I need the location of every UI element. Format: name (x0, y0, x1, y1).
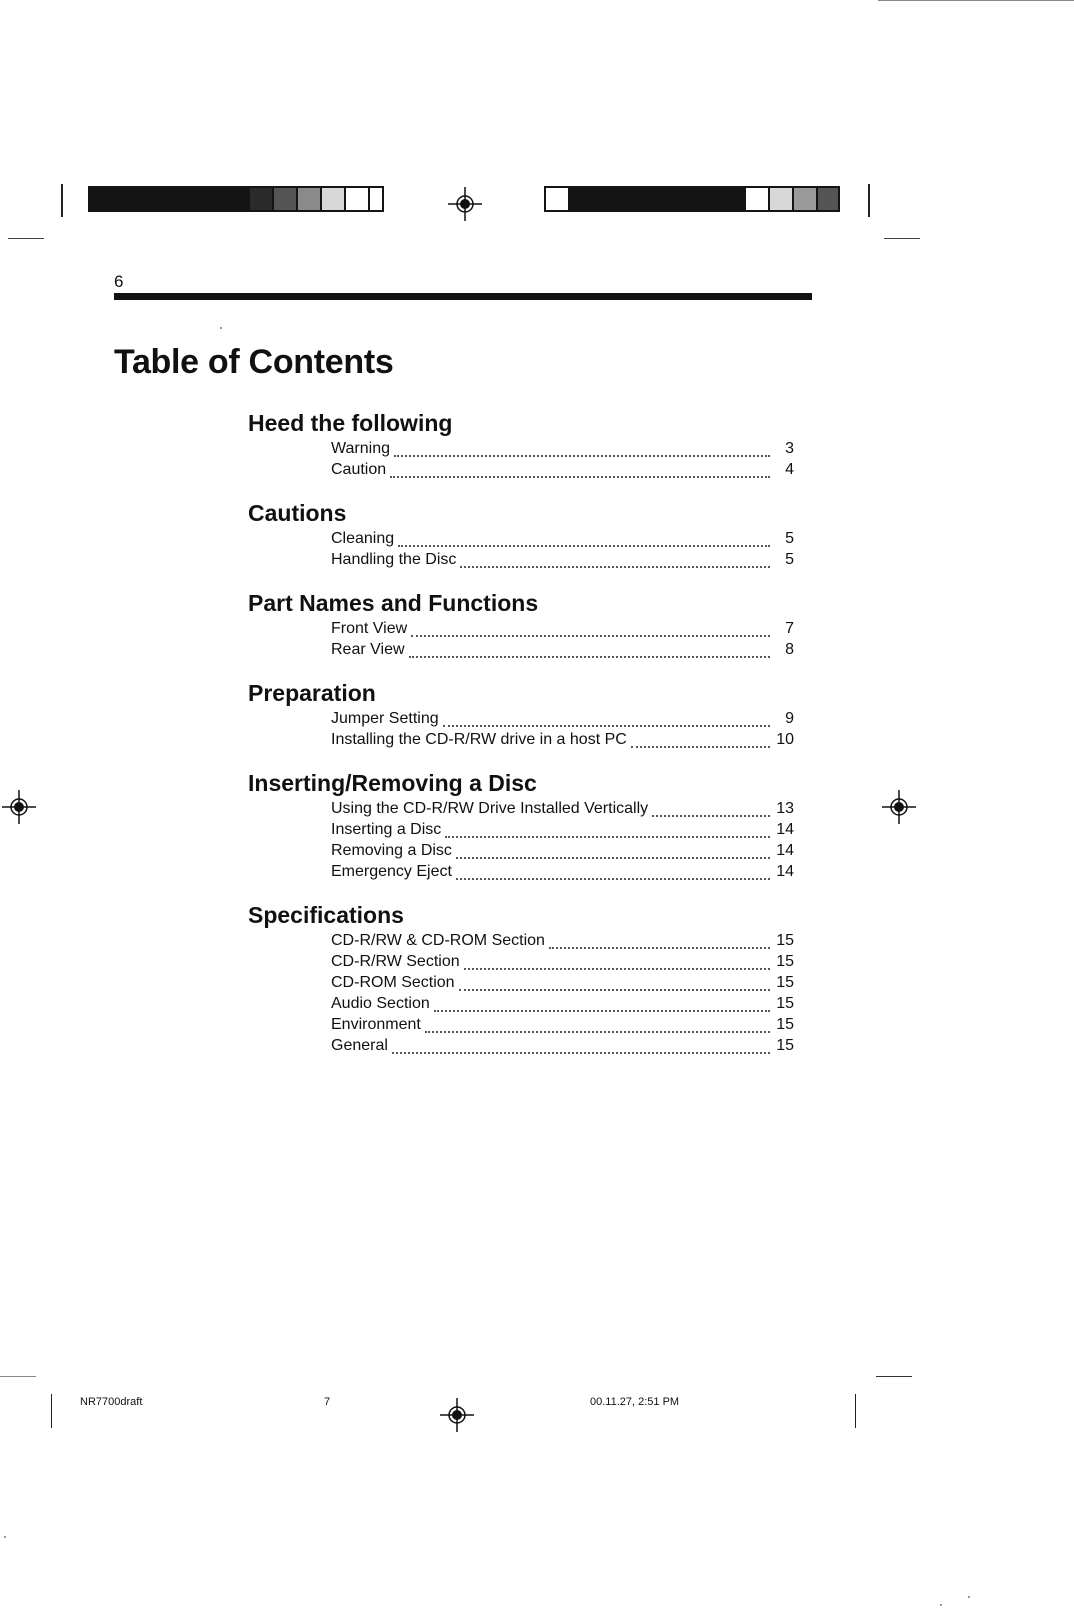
entry-page: 5 (785, 530, 794, 547)
footer-sheet-number: 7 (324, 1396, 331, 1408)
scan-speck (940, 1604, 942, 1606)
entry-label: CD-R/RW Section (331, 953, 460, 970)
entry-label: CD-R/RW & CD-ROM Section (331, 932, 545, 949)
crop-mark-bottom-right (855, 1394, 856, 1428)
dot-leader (443, 719, 770, 727)
entry-page: 14 (776, 821, 794, 838)
toc-entry[interactable] (331, 459, 794, 480)
crop-mark-bottom-right-h (876, 1376, 912, 1377)
toc-section-cautions (248, 500, 794, 570)
scan-speck (4, 1536, 6, 1538)
scan-speck (220, 327, 222, 329)
crop-mark-top-right (868, 184, 870, 217)
dot-leader (456, 872, 770, 880)
toc-entry[interactable] (331, 972, 794, 993)
entry-label: Using the CD-R/RW Drive Installed Vertically (331, 800, 649, 817)
entry-page: 15 (776, 1037, 794, 1054)
section-heading: Specifications (248, 902, 404, 928)
entry-label: Inserting a Disc (331, 821, 442, 838)
dot-leader (434, 1004, 770, 1012)
section-heading: Inserting/Removing a Disc (248, 770, 537, 796)
dot-leader (652, 809, 770, 817)
crosshair-registration-icon (882, 790, 916, 824)
crop-mark-top-left-h (8, 238, 44, 239)
toc-entry[interactable] (331, 639, 794, 660)
dot-leader (549, 941, 770, 949)
entry-page: 15 (776, 953, 794, 970)
entry-page: 15 (776, 932, 794, 949)
section-heading: Preparation (248, 680, 376, 706)
entry-label: Environment (331, 1016, 421, 1033)
toc-section-part-names (248, 590, 794, 660)
page-number: 6 (114, 272, 124, 291)
entry-label: Warning (331, 440, 390, 457)
entry-page: 13 (776, 800, 794, 817)
crop-mark-bottom-left (51, 1394, 52, 1428)
toc-entry[interactable] (331, 729, 794, 750)
dot-leader (459, 983, 770, 991)
crop-mark-top-left (61, 184, 63, 217)
crosshair-registration-icon (2, 790, 36, 824)
entry-label: General (331, 1037, 388, 1054)
entry-label: Emergency Eject (331, 863, 452, 880)
dot-leader (390, 470, 770, 478)
dot-leader (425, 1025, 770, 1033)
toc-section-inserting (248, 770, 794, 882)
entry-page: 5 (785, 551, 794, 568)
footer-timestamp: 00.11.27, 2:51 PM (590, 1396, 680, 1408)
dot-leader (631, 740, 770, 748)
entry-label: Cleaning (331, 530, 395, 547)
registration-bar-right (544, 186, 840, 212)
section-heading: Cautions (248, 500, 347, 526)
toc-entry[interactable] (331, 798, 794, 819)
entry-label: Jumper Setting (331, 710, 439, 727)
entry-label: CD-ROM Section (331, 974, 455, 991)
entry-page: 7 (785, 620, 794, 637)
registration-bar-left (88, 186, 384, 212)
toc-entry[interactable] (331, 528, 794, 549)
entry-label: Audio Section (331, 995, 430, 1012)
toc-section-specifications (248, 902, 794, 1056)
header-rule (114, 293, 812, 300)
toc-entry[interactable] (331, 618, 794, 639)
entry-page: 15 (776, 995, 794, 1012)
dot-leader (409, 650, 770, 658)
entry-label: Rear View (331, 641, 405, 658)
entry-label: Removing a Disc (331, 842, 452, 859)
dot-leader (394, 449, 770, 457)
toc-section-heed (248, 410, 794, 480)
toc-entry[interactable] (331, 840, 794, 861)
entry-page: 4 (785, 461, 794, 478)
crop-mark-bottom-left-h (0, 1376, 36, 1377)
toc-entry[interactable] (331, 708, 794, 729)
dot-leader (445, 830, 770, 838)
entry-page: 9 (785, 710, 794, 727)
crosshair-registration-icon (440, 1398, 474, 1432)
entry-page: 14 (776, 863, 794, 880)
entry-page: 15 (776, 1016, 794, 1033)
entry-page: 10 (776, 731, 794, 748)
toc-section-preparation (248, 680, 794, 750)
crop-mark-top-right-h (884, 238, 920, 239)
entry-label: Installing the CD-R/RW drive in a host PC (331, 731, 627, 748)
dot-leader (398, 539, 770, 547)
entry-page: 15 (776, 974, 794, 991)
page-title: Table of Contents (114, 343, 394, 381)
footer-filename: NR7700draft (80, 1396, 143, 1408)
scan-speck (968, 1596, 970, 1598)
entry-page: 8 (785, 641, 794, 658)
dot-leader (456, 851, 770, 859)
toc-entry[interactable] (331, 930, 794, 951)
dot-leader (392, 1046, 770, 1054)
toc-entry[interactable] (331, 549, 794, 570)
toc-entry[interactable] (331, 438, 794, 459)
dot-leader (460, 560, 770, 568)
toc-entry[interactable] (331, 951, 794, 972)
toc-entry[interactable] (331, 1014, 794, 1035)
dot-leader (464, 962, 770, 970)
entry-label: Handling the Disc (331, 551, 457, 568)
toc-entry[interactable] (331, 819, 794, 840)
dot-leader (411, 629, 770, 637)
entry-label: Front View (331, 620, 408, 637)
entry-page: 14 (776, 842, 794, 859)
crosshair-registration-icon (448, 187, 482, 221)
toc-entry[interactable] (331, 861, 794, 882)
toc-entry[interactable] (331, 993, 794, 1014)
entry-label: Caution (331, 461, 387, 478)
crop-mark-top-edge (878, 0, 1074, 1)
section-heading: Heed the following (248, 410, 453, 436)
section-heading: Part Names and Functions (248, 590, 539, 616)
entry-page: 3 (785, 440, 794, 457)
toc-entry[interactable] (331, 1035, 794, 1056)
